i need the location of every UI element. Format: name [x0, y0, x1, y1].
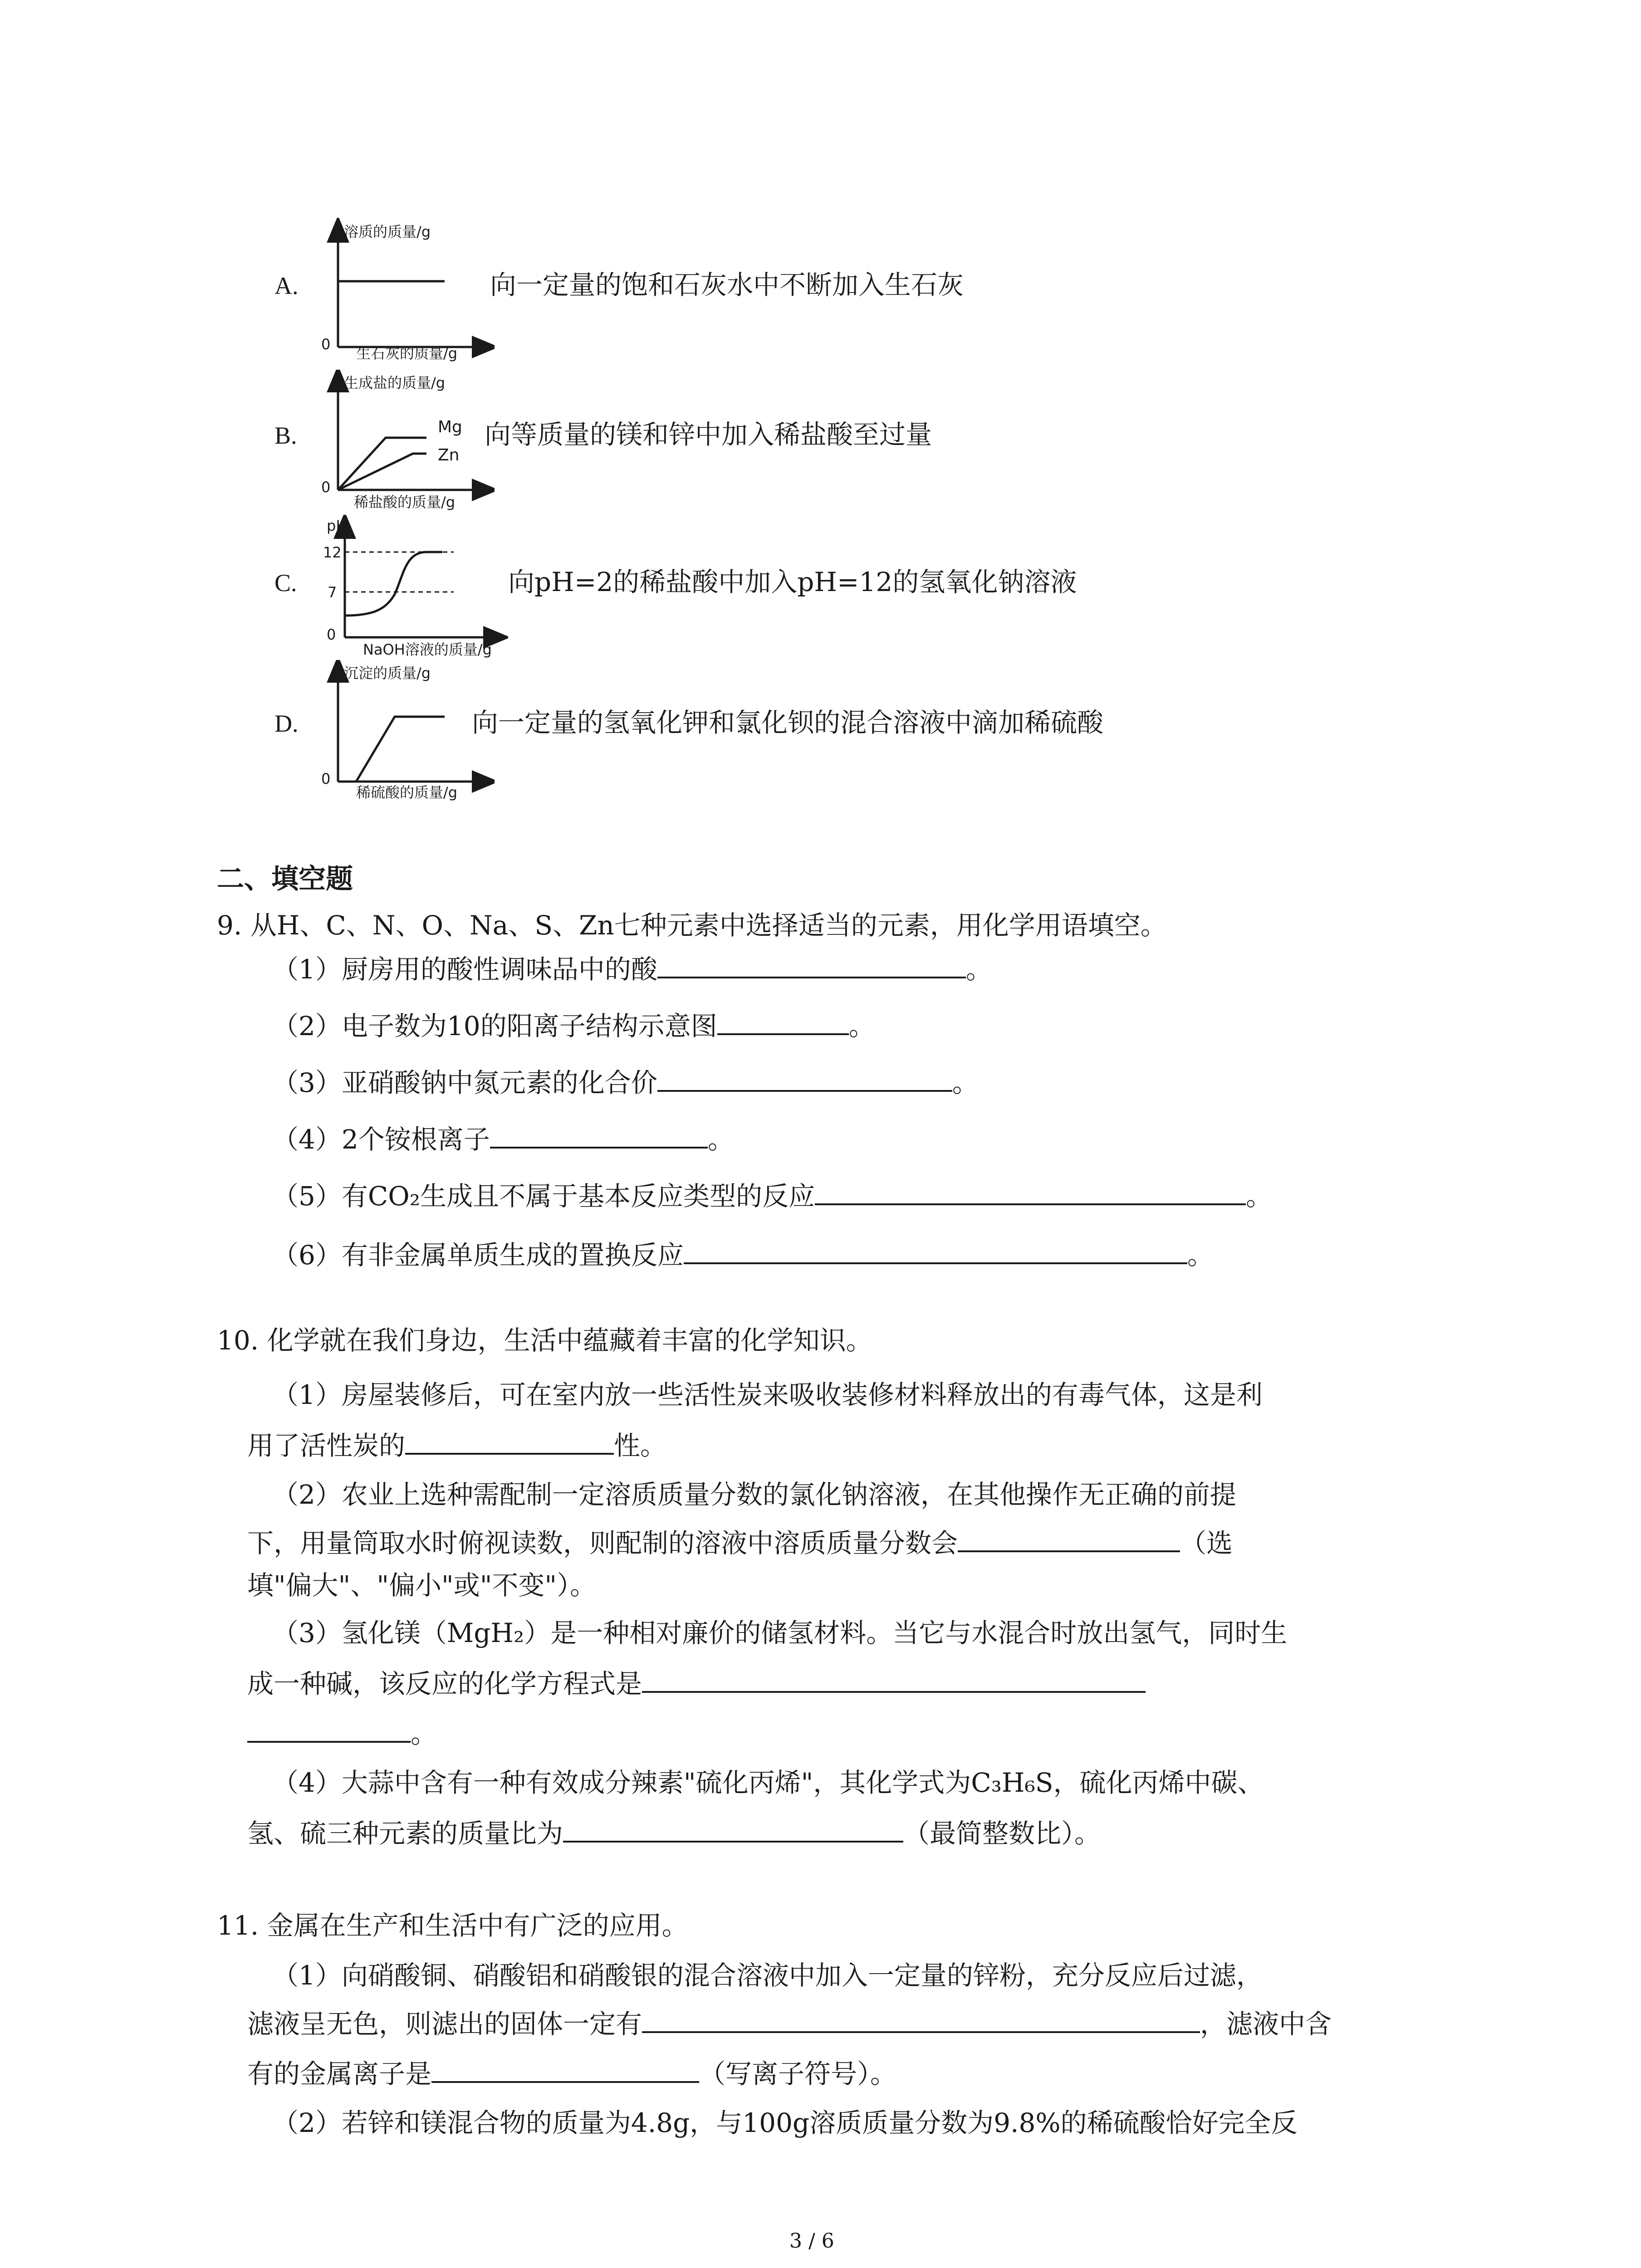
- page-number: 3 / 6: [789, 2229, 834, 2253]
- q10-part4-prefix: 氢、硫三种元素的质量比为: [247, 1818, 563, 1849]
- option-d-letter: D.: [274, 710, 299, 737]
- q9-item-5-text: （5）有CO₂生成且不属于基本反应类型的反应: [272, 1181, 815, 1212]
- q10-part3-line3: [247, 1715, 437, 1752]
- option-c-graph: [318, 515, 508, 660]
- q10-stem: 10. 化学就在我们身边，生活中蕴藏着丰富的化学知识。: [217, 1325, 872, 1356]
- q10-part4-suffix: （最简整数比）。: [903, 1818, 1101, 1849]
- option-c-text: 向pH=2的稀盐酸中加入pH=12的氢氧化钠溶液: [508, 567, 1077, 597]
- option-d-text: 向一定量的氢氧化钾和氯化钡的混合溶液中滴加稀硫酸: [472, 707, 1104, 738]
- section-title: 二、填空题: [217, 863, 353, 895]
- q10-answer-3-cont[interactable]: [247, 1715, 411, 1743]
- q9-item-6-text: （6）有非金属单质生成的置换反应: [272, 1240, 684, 1271]
- q11-answer-2[interactable]: [431, 2055, 699, 2083]
- option-b-series-zn: Zn: [438, 446, 460, 464]
- option-a-graph: [313, 218, 495, 363]
- q9-item-1-text: （1）厨房用的酸性调味品中的酸: [272, 954, 657, 985]
- q9-item-4: [272, 1120, 734, 1158]
- option-a-ylabel: 溶质的质量/g: [344, 223, 431, 240]
- option-c-tick-12: 12: [323, 544, 342, 561]
- q9-item-3-text: （3）亚硝酸钠中氮元素的化合价: [272, 1067, 657, 1098]
- q9-item-3-end: 。: [952, 1067, 979, 1098]
- q11-part1-line3: [247, 2055, 896, 2092]
- q10-part3-suffix: 。: [411, 1718, 437, 1749]
- q10-answer-4[interactable]: [563, 1814, 903, 1843]
- option-a-xlabel: 生石灰的质量/g: [356, 345, 458, 362]
- option-c-letter: C.: [274, 569, 297, 596]
- q10-part1-line1: （1）房屋装修后，可在室内放一些活性炭来吸收装修材料释放出的有毒气体，这是利: [272, 1379, 1263, 1410]
- q10-part1-line2: [247, 1427, 666, 1464]
- q11-part1-prefix2: 有的金属离子是: [247, 2058, 432, 2089]
- q10-part2-line2: [247, 1524, 1233, 1561]
- q11-part1-prefix: 滤液呈无色，则滤出的固体一定有: [247, 2009, 642, 2039]
- q9-item-4-text: （4）2个铵根离子: [272, 1124, 490, 1155]
- q10-part4-line2: [247, 1814, 1101, 1852]
- option-b-graph: [313, 370, 495, 515]
- q11-part1-mid: ，滤液中含: [1200, 2009, 1332, 2039]
- q10-part1-prefix: 用了活性炭的: [247, 1430, 406, 1461]
- q9-item-1-end: 。: [965, 954, 992, 985]
- q10-part3-prefix: 成一种碱，该反应的化学方程式是: [247, 1668, 642, 1699]
- q10-answer-2[interactable]: [958, 1524, 1180, 1552]
- q10-part3-line1: （3）氢化镁（MgH₂）是一种相对廉价的储氢材料。当它与水混合时放出氢气，同时生: [272, 1618, 1288, 1648]
- q9-item-6: [272, 1236, 1214, 1273]
- option-c-ylabel: pH: [327, 517, 347, 534]
- q9-item-2-text: （2）电子数为10的阳离子结构示意图: [272, 1011, 717, 1041]
- option-b-series-mg: Mg: [438, 418, 462, 436]
- q9-stem: 9. 从H、C、N、O、Na、S、Zn七种元素中选择适当的元素，用化学用语填空。: [217, 910, 1167, 941]
- q11-part2-line1: （2）若锌和镁混合物的质量为4.8g，与100g溶质质量分数为9.8%的稀硫酸恰好完全反: [272, 2107, 1298, 2138]
- q10-part4-line1: （4）大蒜中含有一种有效成分辣素"硫化丙烯"，其化学式为C₃H₆S，硫化丙烯中碳、: [272, 1767, 1264, 1798]
- q11-part1-line2: [247, 2005, 1332, 2042]
- q9-answer-4[interactable]: [490, 1120, 708, 1149]
- q10-part3-line2: [247, 1665, 1146, 1702]
- option-b-letter: B.: [274, 422, 297, 449]
- option-b-ylabel: 生成盐的质量/g: [344, 374, 446, 391]
- q11-answer-1[interactable]: [642, 2005, 1200, 2033]
- q10-answer-3[interactable]: [642, 1665, 1146, 1693]
- q9-answer-3[interactable]: [657, 1064, 952, 1092]
- q9-item-2: [272, 1007, 875, 1044]
- option-b-origin: 0: [321, 479, 331, 496]
- q9-item-5: [272, 1177, 1272, 1214]
- option-a-letter: A.: [274, 272, 299, 299]
- q11-part1-suffix: （写离子符号）。: [699, 2058, 897, 2089]
- q10-answer-1[interactable]: [405, 1427, 614, 1455]
- option-a-origin: 0: [321, 336, 331, 353]
- option-a-text: 向一定量的饱和石灰水中不断加入生石灰: [490, 269, 964, 300]
- q9-answer-2[interactable]: [717, 1007, 849, 1035]
- q9-item-6-end: 。: [1187, 1240, 1214, 1271]
- option-d-origin: 0: [321, 770, 331, 787]
- q9-item-4-end: 。: [707, 1124, 734, 1155]
- option-d-graph: [313, 660, 495, 805]
- option-b-xlabel: 稀盐酸的质量/g: [354, 494, 456, 511]
- q10-part2-prefix: 下，用量筒取水时俯视读数，则配制的溶液中溶质质量分数会: [247, 1528, 958, 1559]
- q10-part2-line1: （2）农业上选种需配制一定溶质质量分数的氯化钠溶液，在其他操作无正确的前提: [272, 1479, 1236, 1510]
- q10-part2-suffix: （选: [1180, 1528, 1233, 1559]
- q10-part2-line3: 填"偏大"、"偏小"或"不变"）。: [247, 1570, 597, 1601]
- q9-item-1: [272, 950, 992, 987]
- q11-stem: 11. 金属在生产和生活中有广泛的应用。: [217, 1910, 688, 1941]
- option-d-ylabel: 沉淀的质量/g: [344, 665, 431, 682]
- q9-answer-1[interactable]: [657, 950, 966, 978]
- option-c-origin: 0: [327, 626, 336, 643]
- q9-item-3: [272, 1064, 979, 1101]
- q9-item-5-end: 。: [1246, 1181, 1273, 1212]
- option-c-xlabel: NaOH溶液的质量/g: [363, 641, 492, 658]
- option-c-tick-7: 7: [328, 584, 337, 601]
- q9-answer-5[interactable]: [815, 1177, 1246, 1205]
- q9-item-2-end: 。: [848, 1011, 875, 1041]
- option-d-xlabel: 稀硫酸的质量/g: [356, 784, 458, 801]
- q10-part1-suffix: 性。: [614, 1430, 667, 1461]
- q9-answer-6[interactable]: [684, 1236, 1187, 1264]
- q11-part1-line1: （1）向硝酸铜、硝酸铝和硝酸银的混合溶液中加入一定量的锌粉，充分反应后过滤，: [272, 1960, 1263, 1991]
- option-b-text: 向等质量的镁和锌中加入稀盐酸至过量: [485, 419, 932, 450]
